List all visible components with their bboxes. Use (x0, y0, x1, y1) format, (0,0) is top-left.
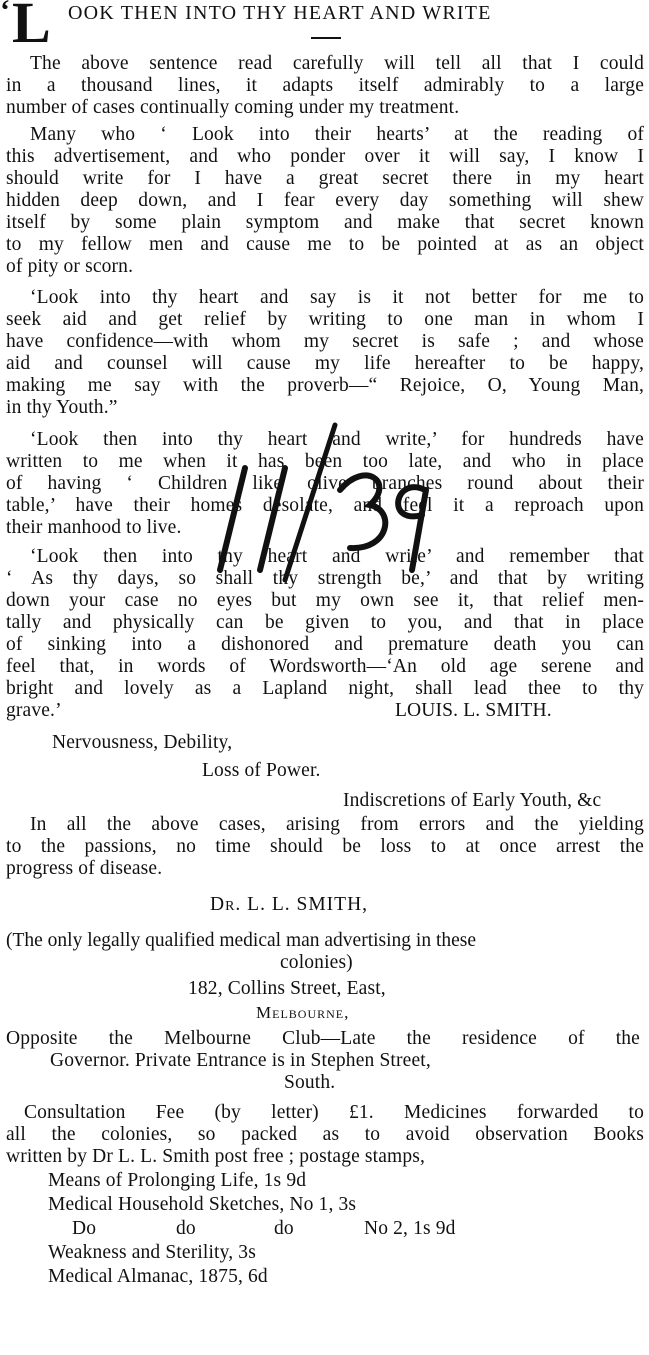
ailment-2: Loss of Power. (202, 760, 321, 781)
book-2: Medical Household Sketches, No 1, 3s (48, 1194, 357, 1215)
headline-drop-cap: L (12, 0, 51, 55)
paragraph-2-line-4: hidden deep down, and I fear every day something will shew (6, 190, 644, 211)
cases-line-3: progress of disease. (6, 858, 163, 879)
city: Melbourne, (256, 1003, 350, 1022)
paragraph-5-line-3: down your case no eyes but my own see it, that relief men- (6, 590, 644, 611)
paragraph-1-line-1: The above sentence read carefully will tell all that I could (30, 53, 644, 74)
book-3-price: No 2, 1s 9d (364, 1218, 456, 1239)
headline (0, 0, 649, 55)
street-address: 182, Collins Street, East, (188, 978, 386, 999)
paragraph-3-line-6: in thy Youth.” (6, 397, 118, 418)
paragraph-3-line-3: have confidence—with whom my secret is safe ; and whose (6, 331, 644, 352)
paragraph-4-line-4: table,’ have their homes desolate, and feel it a reproach upon (6, 495, 644, 516)
doctor-name: Dr. L. L. SMITH, (210, 894, 369, 915)
paragraph-3-line-2: seek aid and get relief by writing to one man in whom I (6, 309, 644, 330)
book-4: Weakness and Sterility, 3s (48, 1242, 256, 1263)
paragraph-3-line-5: making me say with the proverb—“ Rejoice, O, Young Man, (6, 375, 644, 396)
consultation-line-2: all the colonies, so packed as to avoid observation Books (6, 1124, 644, 1145)
paragraph-3-line-4: aid and counsel will cause my life hereafter to be happy, (6, 353, 644, 374)
paragraph-2-line-6: to my fellow men and cause me to be pointed at as an object (6, 234, 644, 255)
paragraph-5-line-1: ‘Look then into thy heart and write’ and remember that (30, 546, 644, 567)
paragraph-5-line-2: ‘ As thy days, so shall thy strength be,’ and that by writing (6, 568, 644, 589)
location-line-3: South. (284, 1072, 336, 1093)
paragraph-1-line-2: in a thousand lines, it adapts itself admirably to a large (6, 75, 644, 96)
consultation-line-3: written by Dr L. L. Smith post free ; postage stamps, (6, 1146, 426, 1167)
ailment-3: Indiscretions of Early Youth, &c (343, 790, 602, 811)
qualification-line-2: colonies) (280, 952, 353, 973)
headline-rule (311, 37, 341, 39)
paragraph-4-line-5: their manhood to live. (6, 517, 182, 538)
book-3-ditto-2: do (176, 1218, 196, 1239)
paragraph-2-line-5: itself by some plain symptom and make that secret known (6, 212, 644, 233)
paragraph-2-line-7: of pity or scorn. (6, 256, 134, 277)
headline-quote-mark: ‘ (0, 0, 10, 27)
paragraph-5-line-6: feel that, in words of Wordsworth—‘An old age serene and (6, 656, 644, 677)
cases-line-2: to the passions, no time should be loss to at once arrest the (6, 836, 644, 857)
ailment-1: Nervousness, Debility, (52, 732, 233, 753)
paragraph-2-line-2: this advertisement, and who ponder over it will say, I know I (6, 146, 644, 167)
location-line-1: Opposite the Melbourne Club—Late the residence of the (6, 1028, 640, 1049)
qualification-line-1: (The only legally qualified medical man advertising in these (6, 930, 477, 951)
consultation-line-1: Consultation Fee (by letter) £1. Medicines forwarded to (24, 1102, 644, 1123)
paragraph-5-line-5: of sinking into a dishonored and premature death you can (6, 634, 644, 655)
paragraph-4-line-3: of having ‘ Children like olive branches round about their (6, 473, 644, 494)
headline-text: OOK THEN INTO THY HEART AND WRITE (68, 2, 492, 24)
paragraph-4-line-2: written to me when it has been too late, and who in place (6, 451, 644, 472)
cases-line-1: In all the above cases, arising from errors and the yielding (30, 814, 644, 835)
paragraph-5-line-8: grave.’ (6, 700, 62, 721)
paragraph-4-line-1: ‘Look then into thy heart and write,’ for hundreds have (30, 429, 644, 450)
paragraph-2-line-1: Many who ‘ Look into their hearts’ at the reading of (30, 124, 644, 145)
book-3-ditto-1: Do (72, 1218, 97, 1239)
paragraph-5-line-4: tally and physically can be given to you, and that in place (6, 612, 644, 633)
paragraph-5-line-7: bright and lovely as a Lapland night, shall lead thee to thy (6, 678, 644, 699)
location-line-2: Governor. Private Entrance is in Stephen Street, (50, 1050, 431, 1071)
paragraph-2-line-3: should write for I have a great secret there in my heart (6, 168, 644, 189)
book-3-ditto-3: do (274, 1218, 294, 1239)
paragraph-3-line-1: ‘Look into thy heart and say is it not better for me to (30, 287, 644, 308)
book-5: Medical Almanac, 1875, 6d (48, 1266, 268, 1287)
book-1: Means of Prolonging Life, 1s 9d (48, 1170, 307, 1191)
paragraph-1-line-3: number of cases continually coming under my treatment. (6, 97, 460, 118)
signature: LOUIS. L. SMITH. (395, 700, 552, 721)
